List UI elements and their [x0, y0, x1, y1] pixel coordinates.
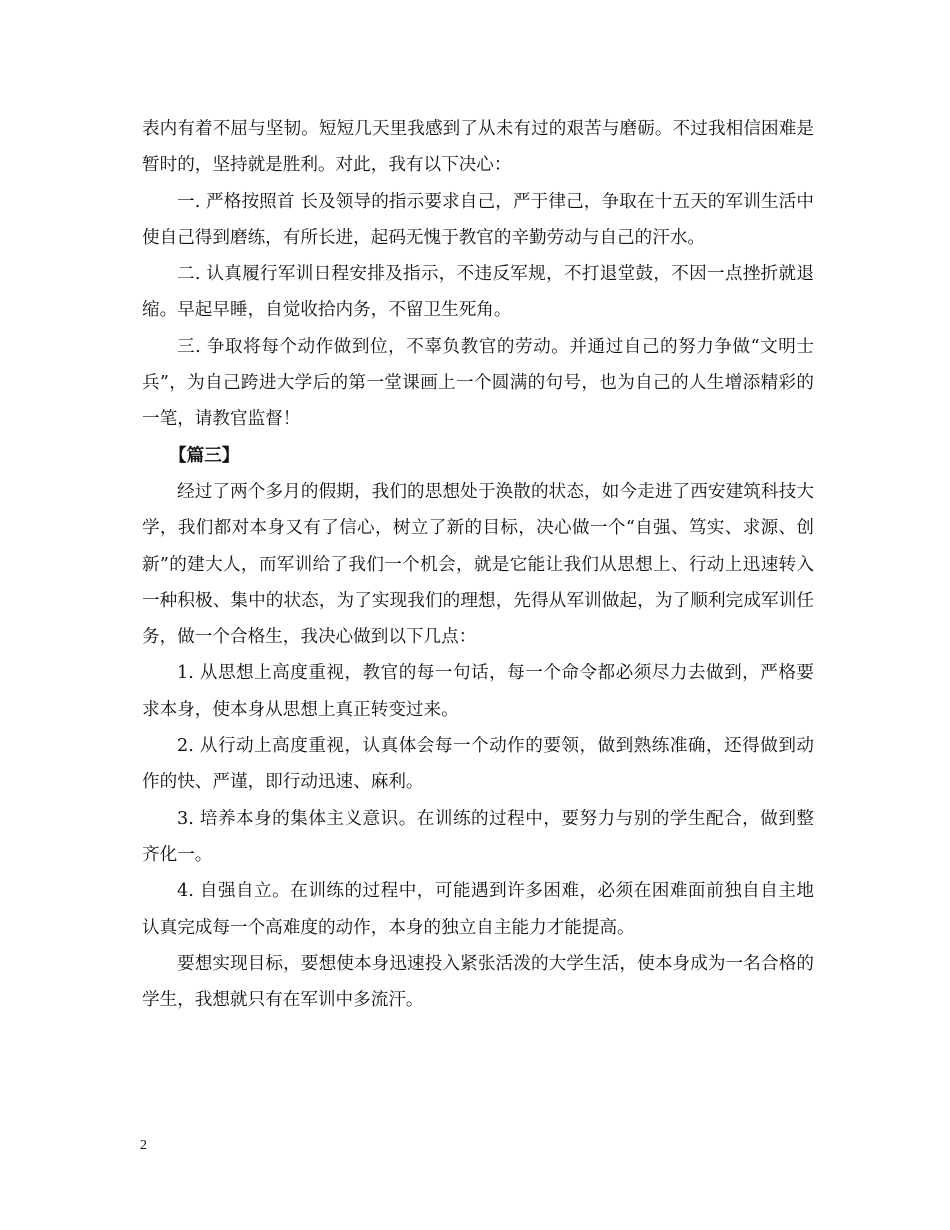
paragraph-resolution-two: 二. 认真履行军训日程安排及指示，不违反军规，不打退堂鼓，不因一点挫折就退缩。早起早睡，自觉收拾内务，不留卫生死角。 — [142, 264, 814, 321]
page-number: 2 — [140, 1138, 147, 1153]
paragraph-point-two: 2. 从行动上高度重视，认真体会每一个动作的要领，做到熟练准确，还得做到动作的快、严谨，即行动迅速、麻利。 — [142, 736, 814, 793]
paragraph-resolution-three: 三. 争取将每个动作做到位，不辜负教官的劳动。并通过自己的努力争做“文明士兵”，为自己跨进大学后的第一堂课画上一个圆满的句号，也为自己的人生增添精彩的一笔，请教官监督！ — [142, 336, 814, 430]
paragraph-conclusion: 要想实现目标，要想使本身迅速投入紧张活泼的大学生活，使本身成为一名合格的学生，我想就只有在军训中多流汗。 — [142, 953, 814, 1011]
paragraph-resolution-one: 一. 严格按照首 长及领导的指示要求自己，严于律己，争取在十五天的军训生活中使自己得到磨练，有所长进，起码无愧于教官的辛勤劳动与自己的汗水。 — [142, 191, 814, 248]
section-heading: 【篇三】 — [169, 444, 240, 466]
paragraph-point-three: 3. 培养本身的集体主义意识。在训练的过程中，要努力与别的学生配合，做到整齐化一。 — [142, 808, 814, 865]
paragraph-intro: 经过了两个多月的假期，我们的思想处于涣散的状态，如今走进了西安建筑科技大学，我们都对本身又有了信心，树立了新的目标，决心做一个“自强、笃实、求源、创新”的建大人，而军训给了我们一个机会，就是它能让我们从思想上、行动上迅速转入一种积极、集中的状态，为了实现我们的理想，先得从军训做起，为了顺利完成军训任务，做一个合格生，我决心做到以下几点： — [142, 481, 814, 648]
paragraph-point-one: 1. 从思想上高度重视，教官的每一句话，每一个命令都必须尽力去做到，严格要求本身，使本身从思想上真正转变过来。 — [142, 663, 814, 720]
paragraph-point-four: 4. 自强自立。在训练的过程中，可能遇到许多困难，必须在困难面前独自自主地认真完成每一个高难度的动作，本身的独立自主能力才能提高。 — [142, 881, 814, 938]
document-body — [142, 111, 814, 1018]
paragraph-continuation: 表内有着不屈与坚韧。短短几天里我感到了从未有过的艰苦与磨砺。不过我相信困难是暂时的，坚持就是胜利。对此，我有以下决心： — [142, 119, 814, 176]
